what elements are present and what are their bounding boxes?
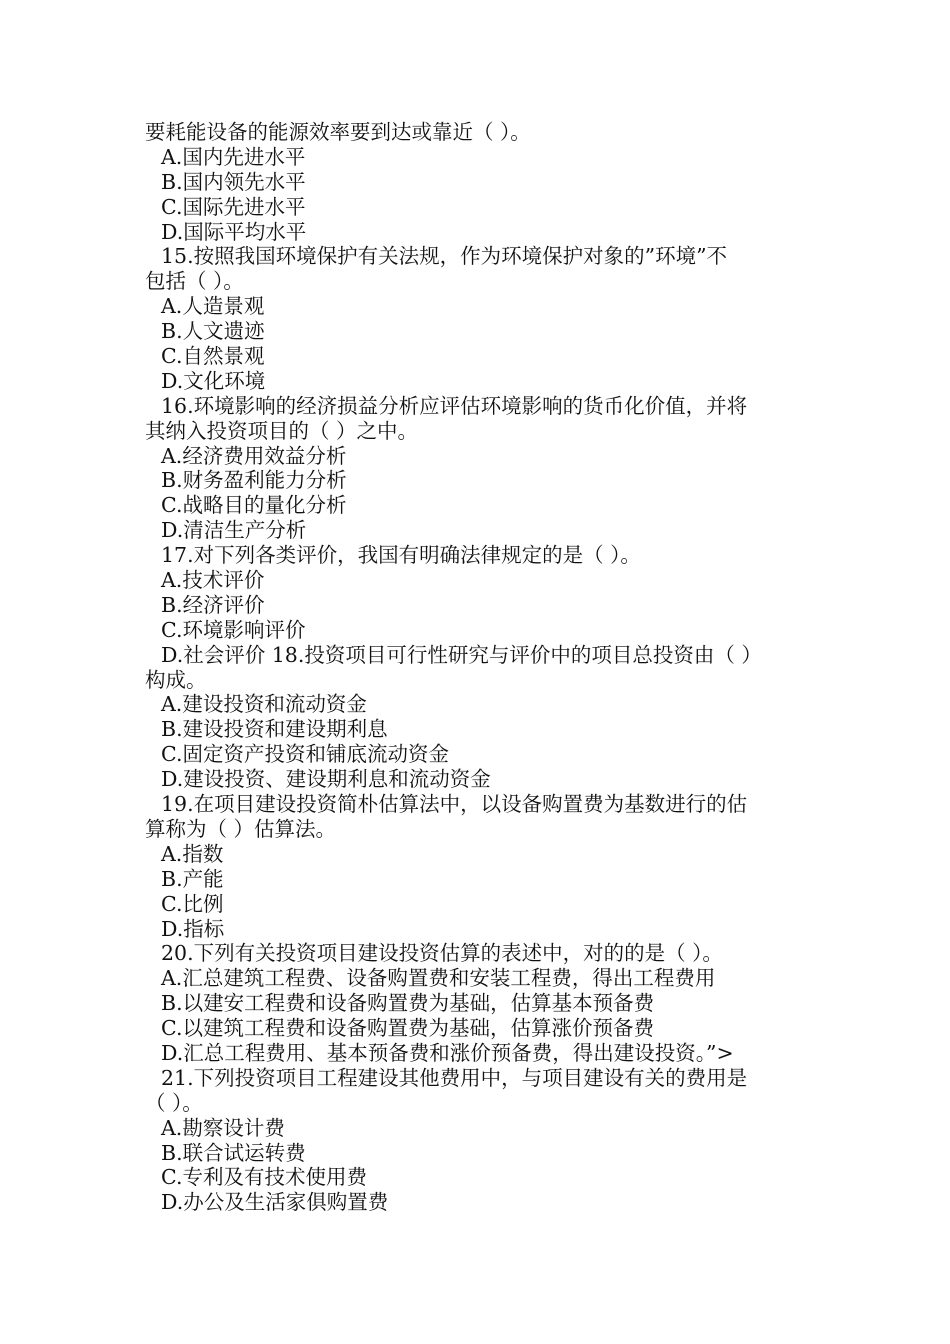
answer-option: A.指数 [161,841,224,866]
answer-option: D.清洁生产分析 [161,518,307,543]
answer-option: D.建设投资、建设期利息和流动资金 [161,767,491,792]
answer-option: B.建设投资和建设期利息 [161,717,388,742]
answer-option: B.财务盈利能力分析 [161,468,347,493]
answer-option: D.国际平均水平 [161,219,307,244]
answer-option: D.社会评价 18.投资项目可行性研究与评价中的项目总投资由（ ） [161,642,762,667]
answer-option: A.技术评价 [161,568,265,593]
answer-option: C.固定资产投资和铺底流动资金 [161,742,449,767]
answer-option: B.产能 [161,866,224,891]
text-line: 要耗能设备的能源效率要到达或靠近（ ）。 [145,120,531,144]
answer-option: C.环境影响评价 [161,617,306,642]
question-text: 15.按照我国环境保护有关法规，作为环境保护对象的”环境”不 [161,244,728,269]
text-line: 算称为（ ）估算法。 [145,816,337,841]
question-text: 20.下列有关投资项目建设投资估算的表述中，对的的是（ ）。 [161,941,723,966]
text-line: 构成。 [145,667,207,692]
answer-option: A.建设投资和流动资金 [161,692,367,717]
answer-option: C.以建筑工程费和设备购置费为基础，估算涨价预备费 [161,1016,654,1041]
answer-option: A.勘察设计费 [161,1115,285,1140]
answer-option: D.文化环境 [161,368,266,393]
answer-option: D.汇总工程费用、基本预备费和涨价预备费，得出建设投资。”> [161,1040,734,1065]
answer-option: C.专利及有技术使用费 [161,1165,367,1190]
answer-option: C.比例 [161,891,224,916]
answer-option: A.国内先进水平 [161,144,306,169]
text-line: 包括（ ）。 [145,269,244,294]
answer-option: A.汇总建筑工程费、设备购置费和安装工程费，得出工程费用 [161,966,716,991]
text-line: （ ）。 [145,1090,203,1115]
document-body [145,120,810,1215]
answer-option: D.办公及生活家俱购置费 [161,1190,389,1215]
question-text: 17.对下列各类评价，我国有明确法律规定的是（ ）。 [161,543,641,568]
answer-option: C.国际先进水平 [161,194,306,219]
answer-option: B.以建安工程费和设备购置费为基础，估算基本预备费 [161,991,655,1016]
answer-option: B.经济评价 [161,592,265,617]
answer-option: A.经济费用效益分析 [161,443,347,468]
answer-option: B.联合试运转费 [161,1140,306,1165]
question-text: 19.在项目建设投资简朴估算法中，以设备购置费为基数进行的估 [161,792,748,817]
answer-option: D.指标 [161,916,225,941]
text-line: 其纳入投资项目的（ ）之中。 [145,418,419,443]
question-text: 16.环境影响的经济损益分析应评估环境影响的货币化价值，并将 [161,393,748,418]
answer-option: C.自然景观 [161,344,265,369]
answer-option: C.战略目的量化分析 [161,493,347,518]
answer-option: A.人造景观 [161,294,265,319]
question-text: 21.下列投资项目工程建设其他费用中，与项目建设有关的费用是 [161,1065,748,1090]
answer-option: B.人文遗迹 [161,319,265,344]
answer-option: B.国内领先水平 [161,169,306,194]
